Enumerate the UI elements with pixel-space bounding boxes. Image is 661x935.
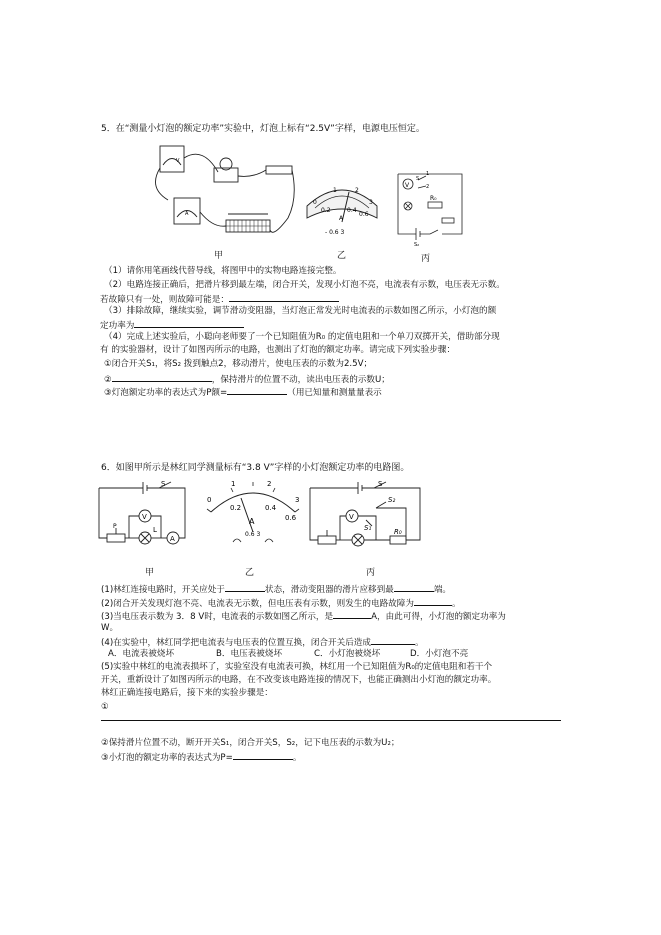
q6-jia-label-S: S (161, 480, 166, 488)
q6-jia-label-A: A (170, 535, 175, 543)
ammeter-letter: A (185, 211, 189, 217)
voltmeter-device-icon (160, 146, 184, 172)
q6-bing-label-S: S (378, 480, 383, 488)
q5-step-2-num: ② (104, 375, 112, 385)
dial-tick-1: 1 (333, 187, 337, 194)
circuit-label-1: 1 (426, 171, 430, 177)
q6-switch-state-blank[interactable] (225, 582, 265, 592)
q6-step-1: ① (101, 702, 109, 712)
q5-line-1: （1）请你用笔画线代替导线，将图甲中的实物电路连接完整。 (104, 266, 342, 276)
q6-option-b: B．电压表被烧坏 (216, 649, 283, 659)
q6-jia-label-L: L (153, 526, 157, 534)
q6-line-1-c: 端。 (433, 585, 452, 595)
q6-circuit-jia (95, 478, 195, 558)
q5-step-2-text: ，保持滑片的位置不动，读出电压表的示数U； (211, 375, 390, 385)
q5-circuit-diagram (386, 168, 470, 248)
q5-title: 5．在“测量小灯泡的额定功率”实验中，灯泡上标有“2.5V”字样，电源电压恒定。 (101, 124, 425, 134)
q6-bing-label-R0: R₀ (394, 528, 402, 536)
dial-tick-0.4: 0.4 (347, 207, 357, 214)
q5-caption-bing: 丙 (421, 254, 431, 264)
q5-line-2: （2）电路连接正确后，把滑片移到最左端，闭合开关，发现小灯泡不亮，电流表有示数，电压表无示数。 (104, 280, 505, 290)
dial-tick-0.2: 0.2 (321, 207, 331, 214)
dial-tick-0: 0 (313, 199, 317, 206)
q6-step-3-end: 。 (292, 753, 302, 763)
q6-step-3-text: ③小灯泡的额定功率的表达式为P= (101, 753, 233, 763)
circuit-label-R0: R₀ (430, 195, 437, 202)
q6-line-3-a: (3)当电压表示数为 3．8 V时，电流表的示数如图乙所示，是 (101, 612, 334, 622)
dial-bottom-0.4: 0.4 (265, 504, 277, 512)
rheostat-symbol-icon (107, 534, 125, 542)
needle-icon (241, 498, 253, 532)
q5-power-blank[interactable] (134, 318, 244, 328)
q6-line-3 (101, 609, 506, 623)
q5-step-3-note: （用已知量和测量量表示 (287, 388, 382, 398)
q6-caption-bing: 丙 (366, 568, 376, 578)
q6-step-3 (101, 750, 301, 764)
dial-unit: A (249, 517, 255, 526)
q6-option-a: A．电流表被烧坏 (108, 649, 175, 659)
q6-line-8: 林红正确连接电路后，接下来的实验步骤是： (101, 688, 273, 698)
r0-symbol-icon (428, 202, 442, 208)
circuit-label-S: S (416, 176, 420, 182)
q6-line-1-b: 状态，滑动变阻器的滑片应移到最 (264, 585, 394, 595)
q5-ammeter-dial (303, 178, 381, 238)
q6-line-3-b: A，由此可得，小灯泡的额定功率为 (371, 612, 506, 622)
dial-terminals: 0.6 3 (245, 531, 261, 538)
dial-terminals: - 0.6 3 (325, 229, 345, 236)
circuit-label-V: V (405, 182, 410, 189)
dial-top-3: 3 (295, 496, 300, 504)
q6-line-1-a: (1)林红连接电路时，开关应处于 (101, 585, 225, 595)
q6-slider-end-blank[interactable] (394, 582, 434, 592)
q6-line-6: (5)实验中林红的电流表损坏了，实验室没有电流表可换，林红用一个已知阻值为R₀的定值电阻和若干个 (101, 662, 493, 672)
q6-ammeter-dial (203, 478, 303, 550)
q6-step-1-answer-line[interactable] (101, 720, 561, 721)
q5-line-4: （3）排除故障，继续实验，调节滑动变阻器，当灯泡正常发光时电流表的示数如图乙所示，小灯泡的额 (104, 306, 497, 316)
voltmeter-letter: V (176, 158, 180, 164)
q6-bing-label-V: V (349, 513, 354, 521)
q5-step-2 (104, 372, 390, 386)
q6-line-5 (101, 635, 424, 649)
q6-title: 6．如图甲所示是林红同学测量标有“3.8 V”字样的小灯泡额定功率的电路图。 (101, 463, 410, 473)
q5-caption-yi: 乙 (337, 251, 347, 261)
r0-symbol-icon (390, 536, 406, 544)
q6-line-4: W。 (101, 623, 119, 633)
q5-step-1: ①闭合开关S₁，将S₂ 拨到触点2，移动滑片，使电压表的示数为2.5V； (104, 359, 373, 369)
q6-option-c: C．小灯泡被烧坏 (314, 649, 381, 659)
q6-line-1 (101, 582, 451, 596)
q6-line-2 (101, 596, 461, 610)
battery-icon (266, 166, 292, 174)
q6-expression-blank[interactable] (233, 750, 293, 760)
rheostat-symbol-icon (318, 536, 336, 544)
q6-jia-label-P: P (113, 523, 117, 530)
q6-circuit-bing (306, 478, 424, 558)
q6-jia-label-V: V (142, 513, 147, 521)
circuit-label-2: 2 (426, 184, 430, 190)
q5-line-6: （4）完成上述实验后，小聪向老师要了一个已知阻值为R₀ 的定值电阻和一个单刀双掷开关，借助部分现 (104, 332, 500, 342)
circuit-label-S2: S₂ (414, 242, 420, 248)
dial-top-2: 2 (267, 480, 272, 488)
dial-bottom-0.6: 0.6 (285, 514, 297, 522)
q6-fault-blank[interactable] (414, 596, 452, 606)
dial-tick-3: 3 (369, 199, 373, 206)
q6-current-blank[interactable] (333, 609, 371, 619)
dial-bottom-0.2: 0.2 (230, 504, 242, 512)
q5-line-5 (100, 318, 244, 332)
q5-step-3-text: ③灯泡额定功率的表达式为P额= (104, 388, 228, 398)
q6-bing-label-S1: S₁ (364, 524, 372, 532)
q6-swap-result-blank[interactable] (371, 635, 415, 645)
dial-tick-2: 2 (355, 187, 359, 194)
q6-caption-jia: 甲 (145, 568, 155, 578)
q5-step-2-blank[interactable] (112, 372, 212, 382)
q5-expression-blank[interactable] (227, 385, 287, 395)
q5-line-3-text: 若故障只有一处，则故障可能是： (100, 295, 229, 305)
q5-fault-blank[interactable] (229, 292, 339, 302)
q6-line-2-b: 。 (451, 599, 461, 609)
q6-line-5-a: (4)在实验中，林红同学把电流表与电压表的位置互换，闭合开关后造成 (101, 638, 371, 648)
q6-caption-yi: 乙 (245, 568, 255, 578)
q6-step-2: ②保持滑片位置不动，断开开关S₁，闭合开关S，S₂，记下电压表的示数为U₂； (101, 738, 400, 748)
q6-bing-label-S2: S₂ (388, 496, 396, 504)
dial-unit: A (339, 215, 344, 222)
q5-caption-jia: 甲 (214, 251, 224, 261)
q6-line-2-a: (2)闭合开关发现灯泡不亮、电流表无示数，但电压表有示数，则发生的电路故障为 (101, 599, 414, 609)
rheostat-symbol-icon (442, 218, 454, 223)
dial-top-0: 0 (207, 496, 212, 504)
q5-line-7: 有 的实验器材，设计了如图丙所示的电路，也测出了灯泡的额定功率。请完成下列实验步骤： (100, 345, 456, 355)
q6-line-5-b: 。 (415, 638, 424, 648)
dial-tick-0.6: 0.6 (359, 211, 369, 218)
q5-line-3 (100, 292, 339, 306)
q6-option-d: D．小灯泡不亮 (410, 649, 469, 659)
q5-line-5-text: 定功率为 (100, 321, 135, 331)
dial-top-1: 1 (231, 480, 236, 488)
q5-apparatus-figure (148, 138, 298, 246)
q6-line-7: 开关，重新设计了如图丙所示的电路，在不改变该电路连接的情况下，也能正确测出小灯泡的额定功率。 (101, 675, 497, 685)
q5-step-3 (104, 385, 382, 399)
